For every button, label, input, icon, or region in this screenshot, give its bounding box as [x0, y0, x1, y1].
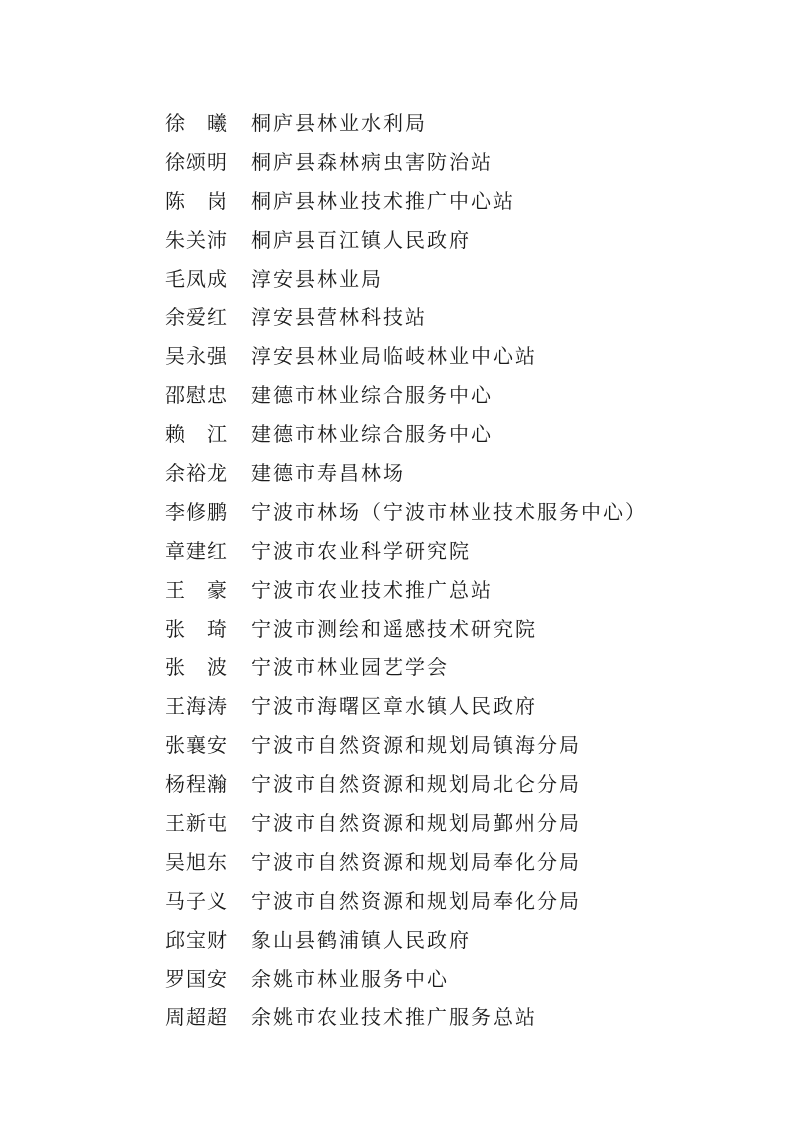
organization: 淳安县林业局临岐林业中心站	[251, 344, 537, 369]
person-name: 周超超	[165, 1005, 228, 1030]
organization: 桐庐县林业水利局	[251, 110, 427, 135]
person-name: 张 琦	[165, 616, 228, 641]
person-name: 毛凤成	[165, 266, 228, 291]
person-name: 吴永强	[165, 344, 228, 369]
organization: 宁波市测绘和遥感技术研究院	[251, 616, 537, 641]
person-name: 朱关沛	[165, 227, 228, 252]
person-name: 章建红	[165, 538, 228, 563]
roster-list	[165, 102, 765, 1035]
organization: 宁波市自然资源和规划局奉化分局	[251, 849, 581, 874]
organization: 余姚市林业服务中心	[251, 966, 449, 991]
list-item	[165, 452, 765, 491]
list-item	[165, 646, 765, 685]
person-name: 邱宝财	[165, 927, 228, 952]
organization: 宁波市海曙区章水镇人民政府	[251, 694, 537, 719]
list-item	[165, 296, 765, 335]
organization: 淳安县林业局	[251, 266, 383, 291]
person-name: 王海涛	[165, 694, 228, 719]
list-item	[165, 763, 765, 802]
list-item	[165, 996, 765, 1035]
list-item	[165, 880, 765, 919]
organization: 余姚市农业技术推广服务总站	[251, 1005, 537, 1030]
list-item	[165, 919, 765, 958]
list-item	[165, 219, 765, 258]
person-name: 赖 江	[165, 422, 228, 447]
person-name: 杨程瀚	[165, 772, 228, 797]
list-item	[165, 685, 765, 724]
list-item	[165, 141, 765, 180]
organization: 桐庐县森林病虫害防治站	[251, 149, 493, 174]
person-name: 马子义	[165, 888, 228, 913]
person-name: 余爱红	[165, 305, 228, 330]
organization: 宁波市自然资源和规划局鄞州分局	[251, 810, 581, 835]
organization: 宁波市农业科学研究院	[251, 538, 471, 563]
organization: 宁波市农业技术推广总站	[251, 577, 493, 602]
list-item	[165, 530, 765, 569]
person-name: 张 波	[165, 655, 228, 680]
list-item	[165, 102, 765, 141]
list-item	[165, 569, 765, 608]
person-name: 陈 岗	[165, 188, 228, 213]
person-name: 罗国安	[165, 966, 228, 991]
list-item	[165, 335, 765, 374]
list-item	[165, 724, 765, 763]
list-item	[165, 258, 765, 297]
person-name: 邵慰忠	[165, 383, 228, 408]
list-item	[165, 491, 765, 530]
list-item	[165, 841, 765, 880]
person-name: 王新屯	[165, 810, 228, 835]
organization: 象山县鹤浦镇人民政府	[251, 927, 471, 952]
organization: 建德市寿昌林场	[251, 460, 405, 485]
organization: 桐庐县林业技术推广中心站	[251, 188, 515, 213]
organization: 桐庐县百江镇人民政府	[251, 227, 471, 252]
list-item	[165, 374, 765, 413]
organization: 宁波市自然资源和规划局镇海分局	[251, 733, 581, 758]
person-name: 吴旭东	[165, 849, 228, 874]
organization: 宁波市自然资源和规划局北仑分局	[251, 772, 581, 797]
list-item	[165, 413, 765, 452]
list-item	[165, 802, 765, 841]
organization: 宁波市自然资源和规划局奉化分局	[251, 888, 581, 913]
person-name: 王 豪	[165, 577, 228, 602]
organization: 建德市林业综合服务中心	[251, 422, 493, 447]
person-name: 徐颂明	[165, 149, 228, 174]
organization: 宁波市林业园艺学会	[251, 655, 449, 680]
person-name: 余裕龙	[165, 460, 228, 485]
person-name: 李修鹏	[165, 499, 228, 524]
list-item	[165, 180, 765, 219]
list-item	[165, 608, 765, 647]
organization: 建德市林业综合服务中心	[251, 383, 493, 408]
person-name: 张襄安	[165, 733, 228, 758]
organization: 宁波市林场（宁波市林业技术服务中心）	[251, 499, 647, 524]
person-name: 徐 曦	[165, 110, 228, 135]
organization: 淳安县营林科技站	[251, 305, 427, 330]
list-item	[165, 958, 765, 997]
